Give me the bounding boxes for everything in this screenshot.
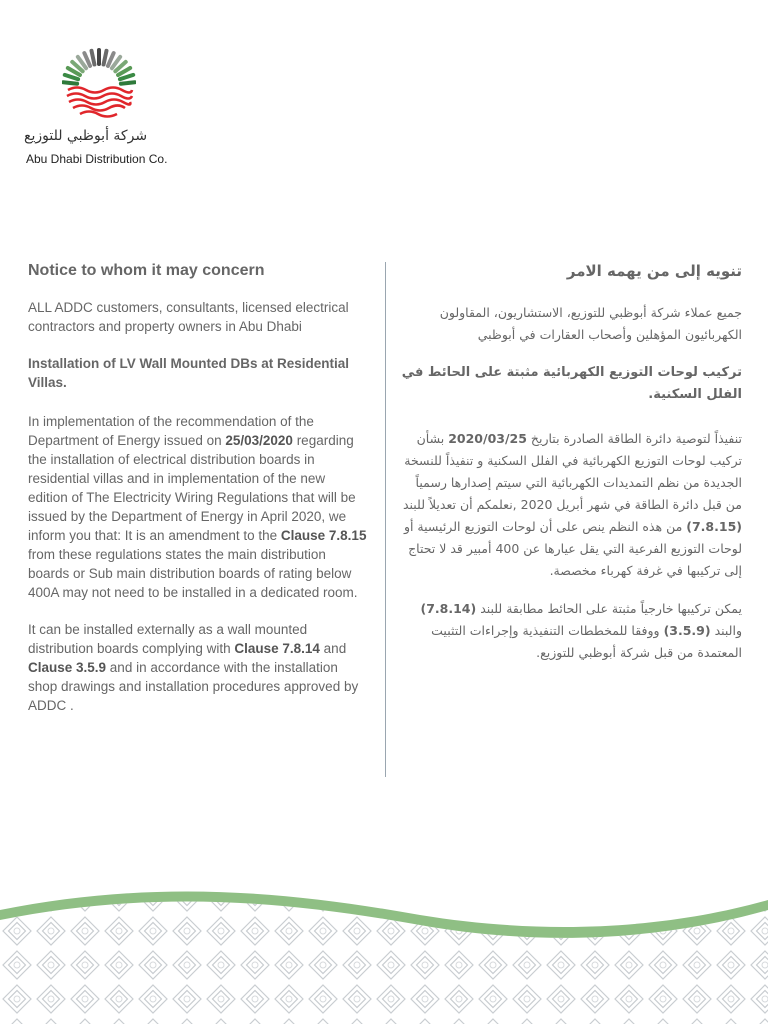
clause-reference: Clause 7.8.15 [280, 528, 367, 543]
arabic-audience: جميع عملاء شركة أبوظبي للتوزيع، الاستشاريون، المقاولون الكهربائيون المؤهلين وأصحاب العقارات في أبوظبي [439, 305, 742, 342]
english-notice [28, 262, 368, 733]
red-waves [67, 88, 132, 117]
issue-date: 25/03/2020 [225, 433, 293, 448]
arabic-notice [400, 262, 742, 680]
issue-date: 2020/03/25 [448, 431, 527, 446]
arabic-paragraph-1 [400, 428, 742, 582]
text: It can be installed externally as a wall mounted distribution boards complying with [28, 622, 308, 656]
clause-reference: Clause 3.5.9 [28, 660, 107, 675]
text: and [319, 641, 347, 656]
text: from these regulations states the main distribution boards or Sub main distribution boards of rating below 400A may not need to be installed in a dedicated room. [28, 547, 358, 600]
clause-reference: Clause 7.8.14 [234, 641, 320, 656]
english-title: Notice to whom it may concern [28, 262, 265, 279]
text: and in accordance with the installation shop drawings and installation procedures approved by ADDC . [28, 660, 359, 713]
footer-wave-pattern [0, 880, 768, 1024]
clause-reference: (7.8.15) [686, 519, 742, 534]
text: يمكن تركيبها خارجياً مثبتة على الحائط مطابقة للبند [476, 601, 742, 616]
company-logo [20, 38, 180, 173]
text: بشأن تركيب لوحات التوزيع الكهربائية في الفلل السكنية و تنفيذاً للنسخة الجديدة من نظم التمديدات الكهربائية التي سيتم إصدارها رسمياً من قبل دائرة الطاقة في شهر أبريل 2020 ,نعلمكم أن تعديلاً للبند [402, 431, 742, 512]
sun-ray [92, 51, 95, 65]
text: ووفقا للمخططات التنفيذية وإجراءات التثبيت المعتمدة من قبل شركة أبوظبي للتوزيع. [431, 623, 742, 660]
pattern-band [0, 901, 768, 1024]
column-divider [385, 262, 386, 777]
sun-ray [63, 82, 77, 83]
arabic-title: تنويه إلى من يهمه الامر [566, 262, 742, 280]
arabic-subject: تركيب لوحات التوزيع الكهربائية مثبتة على الحائط في الفلل السكنية. [401, 365, 742, 402]
text: من هذه النظم ينص على أن لوحات التوزيع الرئيسية أو لوحات التوزيع الفرعية التي يقل عيارها عن 400 أمبير قد لا تحتاج إلى تركيبها في غرفة كهرباء مخصصة. [403, 519, 742, 578]
text: تنفيذاً لتوصية دائرة الطاقة الصادرة بتاريخ [526, 431, 742, 446]
sun-ray [121, 82, 135, 83]
sun-ray [104, 51, 107, 65]
sun-over-waves-logo-icon [62, 38, 136, 124]
english-paragraph-1 [28, 412, 368, 602]
sun-ray [65, 75, 78, 79]
english-paragraph-2 [28, 620, 368, 715]
company-name-arabic: شركة أبوظبي للتوزيع [24, 128, 148, 144]
sun-ray [120, 75, 133, 79]
clause-reference: (3.5.9) [663, 623, 711, 638]
arabic-paragraph-2 [400, 598, 742, 664]
text: In implementation of the recommendation of the Department of Energy issued on [28, 414, 314, 448]
english-subject: Installation of LV Wall Mounted DBs at Residential Villas. [28, 356, 350, 390]
company-name-english: Abu Dhabi Distribution Co. [26, 152, 168, 166]
clause-reference: (7.8.14) [420, 601, 477, 616]
sun-rays [63, 50, 135, 84]
text: regarding the installation of electrical distribution boards in residential villas and in implementation of the new edition of The Electricity Wiring Regulations that will be issued by the Department of Energy in April 2020, we inform you that: It is an amendment to the [28, 433, 356, 543]
text: والبند [710, 623, 742, 638]
english-audience: ALL ADDC customers, consultants, licensed electrical contractors and property owners in Abu Dhabi [28, 300, 349, 334]
